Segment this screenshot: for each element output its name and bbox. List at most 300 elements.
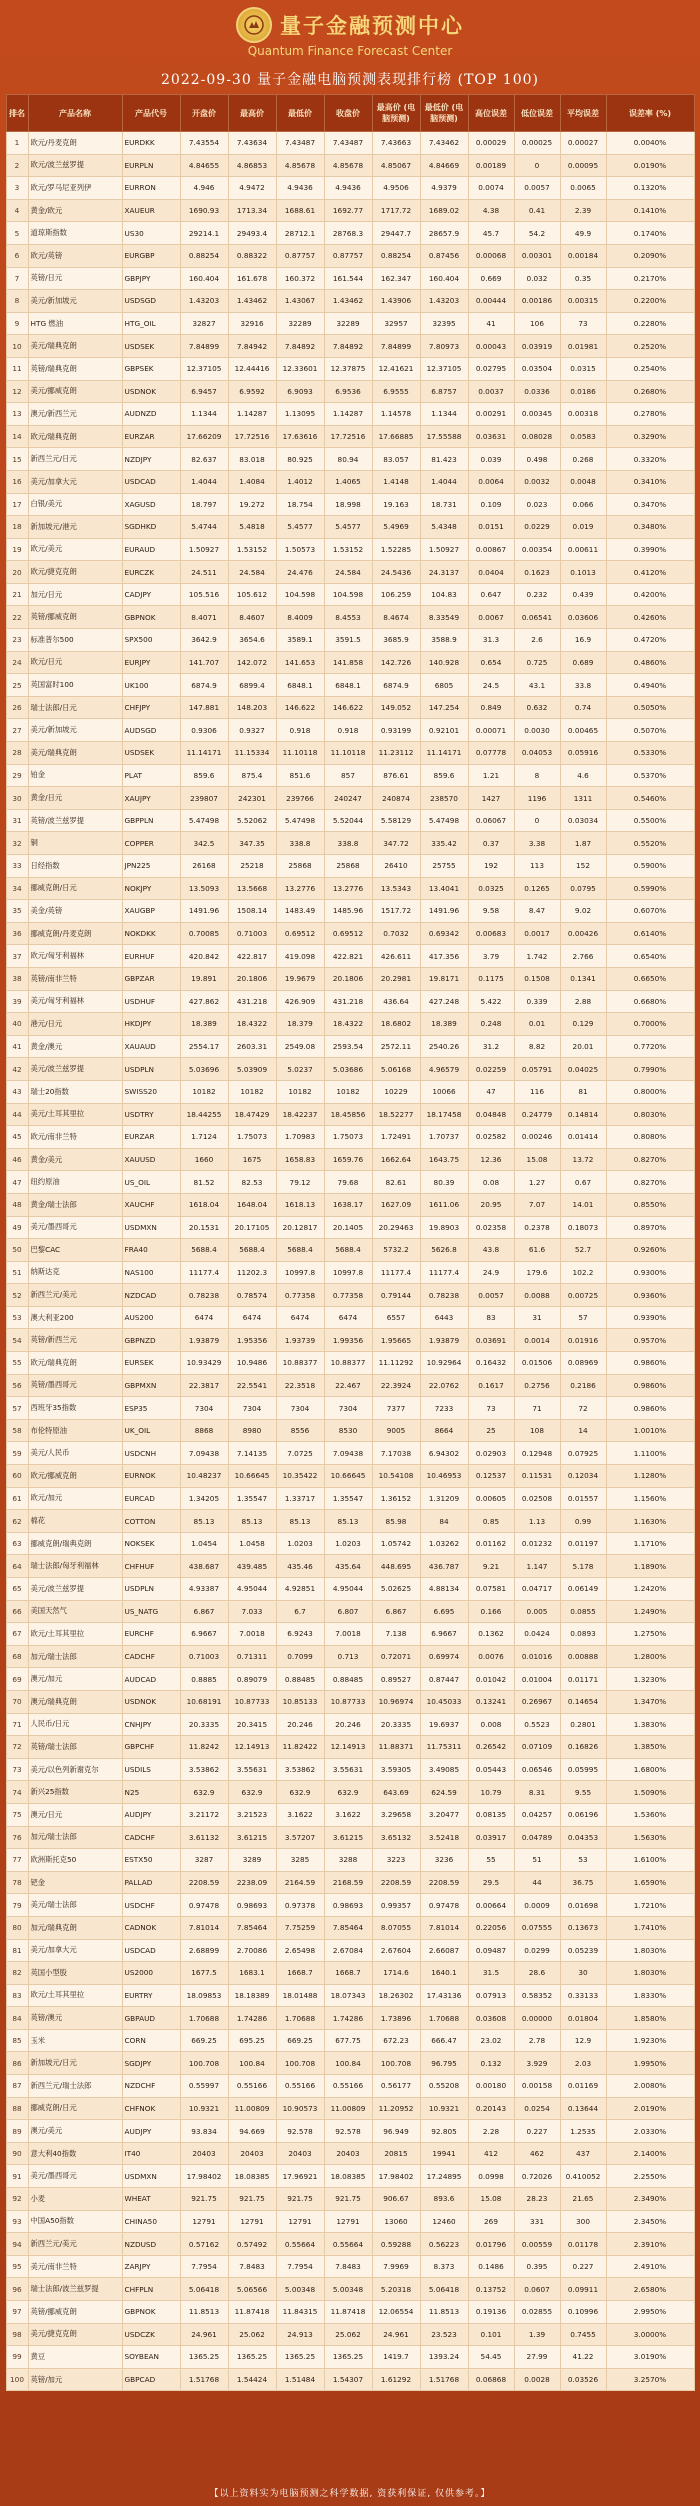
table-cell: 1.6590% bbox=[606, 1871, 694, 1894]
table-cell: 0.00315 bbox=[560, 290, 606, 313]
table-cell: 105.612 bbox=[228, 583, 276, 606]
table-cell: 7.0725 bbox=[276, 1442, 324, 1465]
table-cell: XAUAUD bbox=[122, 1035, 180, 1058]
table-cell: 0.00027 bbox=[560, 132, 606, 155]
table-cell: 0.2520% bbox=[606, 335, 694, 358]
table-cell: CADCHF bbox=[122, 1645, 180, 1668]
table-cell: 0.01169 bbox=[560, 2075, 606, 2098]
table-cell: 0.04848 bbox=[468, 1103, 514, 1126]
table-cell: 1.54424 bbox=[228, 2368, 276, 2391]
table-cell: 90 bbox=[6, 2142, 28, 2165]
table-cell: 10.93429 bbox=[180, 1352, 228, 1375]
table-cell: 1.53152 bbox=[228, 538, 276, 561]
table-cell: AUDNZD bbox=[122, 403, 180, 426]
table-cell: CNHJPY bbox=[122, 1713, 180, 1736]
table-cell: 15.08 bbox=[514, 1148, 560, 1171]
table-cell: 欧元/美元 bbox=[28, 538, 122, 561]
table-cell: 英镑/南非兰特 bbox=[28, 967, 122, 990]
table-cell: 17.43136 bbox=[420, 1984, 468, 2007]
table-cell: 5.58129 bbox=[372, 809, 420, 832]
table-cell: 10.54108 bbox=[372, 1465, 420, 1488]
table-cell: 1393.24 bbox=[420, 2346, 468, 2369]
table-cell: 英镑/挪威克朗 bbox=[28, 2301, 122, 2324]
table-cell: 2.67084 bbox=[324, 1939, 372, 1962]
table-row bbox=[6, 1578, 694, 1601]
table-cell: 11177.4 bbox=[420, 1261, 468, 1284]
table-cell: 921.75 bbox=[324, 2188, 372, 2211]
table-cell: 26 bbox=[6, 696, 28, 719]
table-cell: 7.85464 bbox=[324, 1916, 372, 1939]
table-cell: 1491.96 bbox=[180, 900, 228, 923]
table-cell: 1.3230% bbox=[606, 1668, 694, 1691]
table-cell: 17.24895 bbox=[420, 2165, 468, 2188]
table-cell: 0.87757 bbox=[324, 244, 372, 267]
table-cell: 2540.26 bbox=[420, 1035, 468, 1058]
table-cell: 1.51484 bbox=[276, 2368, 324, 2391]
table-cell: 34 bbox=[6, 877, 28, 900]
table-cell: 331 bbox=[514, 2210, 560, 2233]
table-cell: 5.02625 bbox=[372, 1578, 420, 1601]
table-cell: 1.51768 bbox=[180, 2368, 228, 2391]
table-cell: 25.062 bbox=[228, 2323, 276, 2346]
table-cell: 643.69 bbox=[372, 1781, 420, 1804]
table-cell: 欧洲斯托克50 bbox=[28, 1849, 122, 1872]
table-cell: AUDSGD bbox=[122, 719, 180, 742]
table-cell: 12.9 bbox=[560, 2029, 606, 2052]
table-row bbox=[6, 967, 694, 990]
table-cell: 0.8030% bbox=[606, 1103, 694, 1126]
table-cell: 152 bbox=[560, 855, 606, 878]
table-cell: 0.0186 bbox=[560, 380, 606, 403]
table-cell: 14 bbox=[6, 425, 28, 448]
table-cell: 31 bbox=[514, 1306, 560, 1329]
table-cell: 2.766 bbox=[560, 945, 606, 968]
table-cell: 92 bbox=[6, 2188, 28, 2211]
table-cell: 0.2280% bbox=[606, 312, 694, 335]
table-cell: 0.268 bbox=[560, 448, 606, 471]
table-cell: 11 bbox=[6, 357, 28, 380]
table-cell: 1.7410% bbox=[606, 1916, 694, 1939]
table-cell: 70 bbox=[6, 1690, 28, 1713]
table-cell: 20.95 bbox=[468, 1193, 514, 1216]
table-cell: 0.26967 bbox=[514, 1690, 560, 1713]
table-cell: 0.56177 bbox=[372, 2075, 420, 2098]
table-cell: 43.1 bbox=[514, 674, 560, 697]
table-cell: 0.9306 bbox=[180, 719, 228, 742]
table-cell: 24.961 bbox=[372, 2323, 420, 2346]
table-row bbox=[6, 267, 694, 290]
table-cell: US30 bbox=[122, 222, 180, 245]
table-cell: 4 bbox=[6, 199, 28, 222]
table-cell: 3.38 bbox=[514, 832, 560, 855]
column-header: 最高价 (电脑预测) bbox=[372, 95, 420, 132]
table-cell: 624.59 bbox=[420, 1781, 468, 1804]
table-cell: 85.13 bbox=[324, 1510, 372, 1533]
table-row bbox=[6, 2165, 694, 2188]
table-cell: USDNOK bbox=[122, 380, 180, 403]
table-cell: 0.3410% bbox=[606, 470, 694, 493]
table-cell: 1.7210% bbox=[606, 1894, 694, 1917]
table-cell: 17.66209 bbox=[180, 425, 228, 448]
table-cell: 427.862 bbox=[180, 990, 228, 1013]
table-cell: 棉花 bbox=[28, 1510, 122, 1533]
table-cell: 0.1623 bbox=[514, 561, 560, 584]
table-cell: 81 bbox=[560, 1080, 606, 1103]
table-cell: 18.17458 bbox=[420, 1103, 468, 1126]
table-cell: 0.00068 bbox=[468, 244, 514, 267]
table-row bbox=[6, 1374, 694, 1397]
table-cell: 1365.25 bbox=[180, 2346, 228, 2369]
table-cell: 黄金/澳元 bbox=[28, 1035, 122, 1058]
page-title: 2022-09-30 量子金融电脑预测表现排行榜 (TOP 100) bbox=[161, 72, 539, 88]
table-cell: 37 bbox=[6, 945, 28, 968]
table-cell: 8556 bbox=[276, 1419, 324, 1442]
table-cell: HTG 燃油 bbox=[28, 312, 122, 335]
table-cell: 1.6100% bbox=[606, 1849, 694, 1872]
table-cell: COTTON bbox=[122, 1510, 180, 1533]
table-cell: 7233 bbox=[420, 1397, 468, 1420]
table-cell: 0.109 bbox=[468, 493, 514, 516]
table-cell: 1683.1 bbox=[228, 1962, 276, 1985]
table-cell: 24.5 bbox=[468, 674, 514, 697]
table-cell: 906.67 bbox=[372, 2188, 420, 2211]
table-cell: 0.72071 bbox=[372, 1645, 420, 1668]
table-cell: 0.0424 bbox=[514, 1623, 560, 1646]
table-cell: 欧元/南非兰特 bbox=[28, 1126, 122, 1149]
table-cell: 0.01414 bbox=[560, 1126, 606, 1149]
table-cell: GBPJPY bbox=[122, 267, 180, 290]
table-cell: 挪威克朗/日元 bbox=[28, 2097, 122, 2120]
table-cell: 0.00465 bbox=[560, 719, 606, 742]
table-cell: 347.35 bbox=[228, 832, 276, 855]
table-cell: 7.09438 bbox=[324, 1442, 372, 1465]
table-cell: 美元/挪威克朗 bbox=[28, 380, 122, 403]
table-cell: 22.3817 bbox=[180, 1374, 228, 1397]
table-cell: 85 bbox=[6, 2029, 28, 2052]
table-row bbox=[6, 2233, 694, 2256]
table-cell: 0.01698 bbox=[560, 1894, 606, 1917]
table-cell: XAUGBP bbox=[122, 900, 180, 923]
table-cell: 1611.06 bbox=[420, 1193, 468, 1216]
table-cell: 澳元/加元 bbox=[28, 1668, 122, 1691]
table-cell: 22.3518 bbox=[276, 1374, 324, 1397]
table-cell: AUS200 bbox=[122, 1306, 180, 1329]
table-cell: 0.0404 bbox=[468, 561, 514, 584]
table-cell: 422.817 bbox=[228, 945, 276, 968]
table-cell: 1.1630% bbox=[606, 1510, 694, 1533]
table-cell: 5.20318 bbox=[372, 2278, 420, 2301]
table-cell: 0.59288 bbox=[372, 2233, 420, 2256]
table-cell: 10.88377 bbox=[276, 1352, 324, 1375]
table-cell: 0.232 bbox=[514, 583, 560, 606]
table-cell: 1.5360% bbox=[606, 1803, 694, 1826]
table-cell: 0.01171 bbox=[560, 1668, 606, 1691]
table-cell: 8664 bbox=[420, 1419, 468, 1442]
table-cell: 0.77358 bbox=[276, 1284, 324, 1307]
table-cell: 10.68191 bbox=[180, 1690, 228, 1713]
table-cell: 0.11531 bbox=[514, 1465, 560, 1488]
table-cell: 0.71003 bbox=[228, 922, 276, 945]
table-cell: 85.98 bbox=[372, 1510, 420, 1533]
table-cell: 96.795 bbox=[420, 2052, 468, 2075]
table-cell: 0.0028 bbox=[514, 2368, 560, 2391]
table-cell: 新加坡元/港元 bbox=[28, 516, 122, 539]
table-cell: 0.85 bbox=[468, 1510, 514, 1533]
table-cell: 5626.8 bbox=[420, 1239, 468, 1262]
table-cell: 23 bbox=[6, 629, 28, 652]
table-cell: GBPZAR bbox=[122, 967, 180, 990]
table-cell: 0.06067 bbox=[468, 809, 514, 832]
table-cell: 澳元/新西兰元 bbox=[28, 403, 122, 426]
table-cell: 80.94 bbox=[324, 448, 372, 471]
table-cell: 4.38 bbox=[468, 199, 514, 222]
table-cell: 98 bbox=[6, 2323, 28, 2346]
table-cell: 20.29463 bbox=[372, 1216, 420, 1239]
table-cell: 1.70737 bbox=[420, 1126, 468, 1149]
table-row bbox=[6, 1645, 694, 1668]
table-cell: 11.8242 bbox=[180, 1736, 228, 1759]
table-cell: 4.9436 bbox=[324, 177, 372, 200]
table-cell: 632.9 bbox=[228, 1781, 276, 1804]
table-cell: 20.1806 bbox=[324, 967, 372, 990]
table-cell: 0.03919 bbox=[514, 335, 560, 358]
table-cell: 20.12817 bbox=[276, 1216, 324, 1239]
table-cell: 0.0017 bbox=[514, 922, 560, 945]
table-cell: 3.53862 bbox=[276, 1758, 324, 1781]
table-cell: 47 bbox=[468, 1080, 514, 1103]
table-cell: 669.25 bbox=[276, 2029, 324, 2052]
table-cell: 5.06418 bbox=[180, 2278, 228, 2301]
table-cell: 2.3490% bbox=[606, 2188, 694, 2211]
table-cell: 48 bbox=[6, 1193, 28, 1216]
table-cell: 0.77358 bbox=[324, 1284, 372, 1307]
table-cell: 13.4041 bbox=[420, 877, 468, 900]
table-cell: 0.02259 bbox=[468, 1058, 514, 1081]
table-cell: 0.02582 bbox=[468, 1126, 514, 1149]
table-cell: CADNOK bbox=[122, 1916, 180, 1939]
table-cell: 美元/土耳其里拉 bbox=[28, 1103, 122, 1126]
table-cell: 82.637 bbox=[180, 448, 228, 471]
table-cell: 53 bbox=[6, 1306, 28, 1329]
table-cell: 1714.6 bbox=[372, 1962, 420, 1985]
table-cell: 19.163 bbox=[372, 493, 420, 516]
table-cell: 0.918 bbox=[276, 719, 324, 742]
table-cell: 0.3470% bbox=[606, 493, 694, 516]
table-cell: 10997.8 bbox=[324, 1261, 372, 1284]
table-cell: 19.9679 bbox=[276, 967, 324, 990]
table-cell: 0.41 bbox=[514, 199, 560, 222]
table-cell: 108 bbox=[514, 1419, 560, 1442]
table-cell: 0.1486 bbox=[468, 2255, 514, 2278]
table-cell: 0.2090% bbox=[606, 244, 694, 267]
table-cell: 0.2801 bbox=[560, 1713, 606, 1736]
table-cell: 1.3830% bbox=[606, 1713, 694, 1736]
table-cell: 0.69974 bbox=[420, 1645, 468, 1668]
table-cell: 11.20952 bbox=[372, 2097, 420, 2120]
table-cell: 0.0299 bbox=[514, 1939, 560, 1962]
table-cell: EURPLN bbox=[122, 154, 180, 177]
table-cell: 695.25 bbox=[228, 2029, 276, 2052]
table-cell: 小麦 bbox=[28, 2188, 122, 2211]
table-cell: GBPNZD bbox=[122, 1329, 180, 1352]
table-cell: 29214.1 bbox=[180, 222, 228, 245]
table-cell: 2.78 bbox=[514, 2029, 560, 2052]
table-cell: 71 bbox=[6, 1713, 28, 1736]
table-cell: 81 bbox=[6, 1939, 28, 1962]
table-cell: 0.0254 bbox=[514, 2097, 560, 2120]
table-cell: 18.18389 bbox=[228, 1984, 276, 2007]
table-cell: 3.52418 bbox=[420, 1826, 468, 1849]
table-cell: 51 bbox=[6, 1261, 28, 1284]
table-cell: 7.84892 bbox=[324, 335, 372, 358]
table-cell: 10.87733 bbox=[228, 1690, 276, 1713]
table-cell: 0.227 bbox=[560, 2255, 606, 2278]
table-cell: 29 bbox=[6, 764, 28, 787]
table-row bbox=[6, 945, 694, 968]
table-cell: 1.43462 bbox=[324, 290, 372, 313]
table-cell: 7.09438 bbox=[180, 1442, 228, 1465]
column-header: 排名 bbox=[6, 95, 28, 132]
table-cell: ZARJPY bbox=[122, 2255, 180, 2278]
table-cell: 欧元/罗马尼亚列伊 bbox=[28, 177, 122, 200]
table-cell: 4.9506 bbox=[372, 177, 420, 200]
table-cell: 10182 bbox=[180, 1080, 228, 1103]
table-cell: 1 bbox=[6, 132, 28, 155]
table-row bbox=[6, 1193, 694, 1216]
table-cell: 4.93387 bbox=[180, 1578, 228, 1601]
table-cell: 10.9486 bbox=[228, 1352, 276, 1375]
table-cell: 300 bbox=[560, 2210, 606, 2233]
table-cell: 7.81014 bbox=[180, 1916, 228, 1939]
table-cell: 20.1806 bbox=[228, 967, 276, 990]
table-cell: 0.5520% bbox=[606, 832, 694, 855]
table-cell: 0.00888 bbox=[560, 1645, 606, 1668]
table-cell: 40 bbox=[6, 1013, 28, 1036]
table-cell: 0.1410% bbox=[606, 199, 694, 222]
table-cell: 5.06168 bbox=[372, 1058, 420, 1081]
table-cell: 9.55 bbox=[560, 1781, 606, 1804]
table-cell: NOKDKK bbox=[122, 922, 180, 945]
table-cell: GBPMXN bbox=[122, 1374, 180, 1397]
table-row bbox=[6, 1284, 694, 1307]
table-cell: 欧元/丹麦克朗 bbox=[28, 132, 122, 155]
table-cell: 11202.3 bbox=[228, 1261, 276, 1284]
table-cell: 10.9321 bbox=[180, 2097, 228, 2120]
table-cell: 3236 bbox=[420, 1849, 468, 1872]
table-row bbox=[6, 1690, 694, 1713]
table-cell: 0.0325 bbox=[468, 877, 514, 900]
table-cell: 1.27 bbox=[514, 1171, 560, 1194]
table-cell: 11.11292 bbox=[372, 1352, 420, 1375]
table-cell: 欧元/瑞典克朗 bbox=[28, 1352, 122, 1375]
table-cell: 13060 bbox=[372, 2210, 420, 2233]
table-cell: 32289 bbox=[324, 312, 372, 335]
table-cell: 1643.75 bbox=[420, 1148, 468, 1171]
table-cell: 0.07778 bbox=[468, 742, 514, 765]
table-cell: 5.4969 bbox=[372, 516, 420, 539]
table-cell: 12460 bbox=[420, 2210, 468, 2233]
table-row bbox=[6, 742, 694, 765]
table-cell: 6.9243 bbox=[276, 1623, 324, 1646]
table-cell: 0.57492 bbox=[228, 2233, 276, 2256]
table-cell: 2208.59 bbox=[420, 1871, 468, 1894]
table-cell: 8.47 bbox=[514, 900, 560, 923]
table-cell: 240247 bbox=[324, 787, 372, 810]
table-cell: 12.14913 bbox=[228, 1736, 276, 1759]
table-row bbox=[6, 1465, 694, 1488]
table-cell: 1.7124 bbox=[180, 1126, 228, 1149]
table-cell: 0.79144 bbox=[372, 1284, 420, 1307]
table-cell: 1638.17 bbox=[324, 1193, 372, 1216]
table-cell: 0.98693 bbox=[324, 1894, 372, 1917]
table-cell: 3588.9 bbox=[420, 629, 468, 652]
table-cell: 7.43462 bbox=[420, 132, 468, 155]
table-cell: 93.834 bbox=[180, 2120, 228, 2143]
table-cell: 47 bbox=[6, 1171, 28, 1194]
table-cell: 1.21 bbox=[468, 764, 514, 787]
table-cell: 10.46953 bbox=[420, 1465, 468, 1488]
table-cell: 2.9950% bbox=[606, 2301, 694, 2324]
table-cell: 0.88254 bbox=[372, 244, 420, 267]
table-cell: 161.544 bbox=[324, 267, 372, 290]
table-cell: 0.647 bbox=[468, 583, 514, 606]
table-cell: 7304 bbox=[228, 1397, 276, 1420]
table-cell: 0.032 bbox=[514, 267, 560, 290]
table-cell: 0.9327 bbox=[228, 719, 276, 742]
table-cell: 2.6580% bbox=[606, 2278, 694, 2301]
table-cell: 1.4044 bbox=[420, 470, 468, 493]
table-cell: 澳大利亚200 bbox=[28, 1306, 122, 1329]
table-cell: 2.4910% bbox=[606, 2255, 694, 2278]
table-cell: 7304 bbox=[276, 1397, 324, 1420]
table-cell: 巴黎CAC bbox=[28, 1239, 122, 1262]
table-row bbox=[6, 1510, 694, 1533]
table-cell: 10.90573 bbox=[276, 2097, 324, 2120]
table-cell: 0.00043 bbox=[468, 335, 514, 358]
table-cell: 11.00809 bbox=[228, 2097, 276, 2120]
table-cell: 0.0607 bbox=[514, 2278, 560, 2301]
table-cell: 7.8483 bbox=[324, 2255, 372, 2278]
table-row bbox=[6, 425, 694, 448]
table-cell: 0.410052 bbox=[560, 2165, 606, 2188]
table-cell: EURGBP bbox=[122, 244, 180, 267]
table-cell: 美元/新加坡元 bbox=[28, 290, 122, 313]
table-cell: 3.61215 bbox=[228, 1826, 276, 1849]
table-cell: 0.12948 bbox=[514, 1442, 560, 1465]
table-cell: 92.805 bbox=[420, 2120, 468, 2143]
table-cell: 0.00444 bbox=[468, 290, 514, 313]
table-cell: 欧元/捷克克朗 bbox=[28, 561, 122, 584]
table-row bbox=[6, 2142, 694, 2165]
table-cell: 12 bbox=[6, 380, 28, 403]
table-cell: 1717.72 bbox=[372, 199, 420, 222]
table-cell: 240874 bbox=[372, 787, 420, 810]
table-cell: 日经指数 bbox=[28, 855, 122, 878]
table-cell: 147.254 bbox=[420, 696, 468, 719]
table-row bbox=[6, 629, 694, 652]
table-cell: 1365.25 bbox=[324, 2346, 372, 2369]
table-cell: 0.08 bbox=[468, 1171, 514, 1194]
table-cell: 64 bbox=[6, 1555, 28, 1578]
brand-row bbox=[236, 7, 464, 43]
table-cell: 0.439 bbox=[560, 583, 606, 606]
table-cell: NAS100 bbox=[122, 1261, 180, 1284]
table-row bbox=[6, 516, 694, 539]
table-cell: 0.08135 bbox=[468, 1803, 514, 1826]
table-cell: 18.08385 bbox=[324, 2165, 372, 2188]
table-cell: 7.80973 bbox=[420, 335, 468, 358]
table-cell: 英镑/瑞士法郎 bbox=[28, 1736, 122, 1759]
